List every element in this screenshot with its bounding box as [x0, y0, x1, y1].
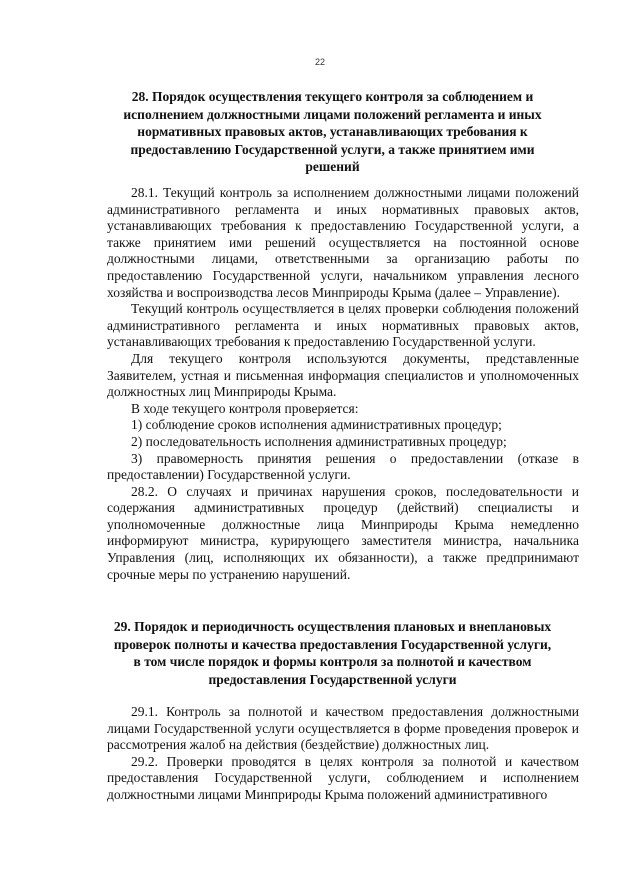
paragraph-29-1: 29.1. Контроль за полнотой и качеством предоставления должностными лицами Государственной услуги осуществляется в форме проведения проверок и рассмотрения жалоб на действия (бездействие) должностных лиц. — [107, 704, 579, 753]
page-number: 22 — [314, 57, 325, 67]
list-item-legality: 3) правомерность принятия решения о предоставлении (отказе в предоставлении) Государственной услуги. — [107, 450, 579, 483]
paragraph-28-2: 28.2. О случаях и причинах нарушения сроков, последовательности и содержания административных процедур (действий) специалисты и уполномоченные должностные лица Минприроды Крыма немедленно информируют министра, курирующего заместителя министра, начальника Управления (лиц, исполняющих их обязанности), а также предпринимают срочные меры по устранению нарушений. — [107, 483, 579, 582]
paragraph-28-checks-intro: В ходе текущего контроля проверяется: — [131, 400, 359, 416]
paragraph-28-1: 28.1. Текущий контроль за исполнением должностными лицами положений административного регламента и иных нормативных правовых актов, устанавливающих требования к предоставлению Государственной услуги, а также принятием ими решений осуществляется на постоянной основе должностными лицами, ответственными за организацию работы по предоставлению Государственной услуги, начальником управления лесного хозяйства и воспроизводства лесов Минприроды Крыма (далее – Управление). — [107, 185, 579, 300]
paragraph-28-purpose: Текущий контроль осуществляется в целях проверки соблюдения положений административного регламента и иных нормативных правовых актов, устанавливающих требования к предоставлению Государственной услуги. — [107, 301, 579, 350]
list-item-sequence: 2) последовательность исполнения административных процедур; — [131, 433, 507, 449]
paragraph-28-documents: Для текущего контроля используются документы, представленные Заявителем, устная и письменная информация специалистов и уполномоченных должностных лиц Минприроды Крыма. — [107, 350, 579, 400]
list-item-deadlines: 1) соблюдение сроков исполнения административных процедур; — [131, 417, 502, 433]
section-28-body — [107, 185, 579, 583]
section-28-heading: 28. Порядок осуществления текущего контроля за соблюдением и исполнением должностными лицами положений регламента и иных нормативных правовых актов, устанавливающих требования к предоставлению Государственной услуги, а также принятием ими решений — [123, 89, 542, 174]
section-29-body — [107, 704, 579, 804]
paragraph-29-2: 29.2. Проверки проводятся в целях контроля за полнотой и качеством предоставления Государственной услуги, соблюдением и исполнением должностными лицами Минприроды Крыма положений административного — [107, 753, 579, 802]
section-29-heading: 29. Порядок и периодичность осуществления плановых и внеплановых проверок полноты и качества предоставления Государственной услуги, в том числе порядок и формы контроля за полнотой и качеством предоставления Государственной услуги — [113, 619, 552, 687]
